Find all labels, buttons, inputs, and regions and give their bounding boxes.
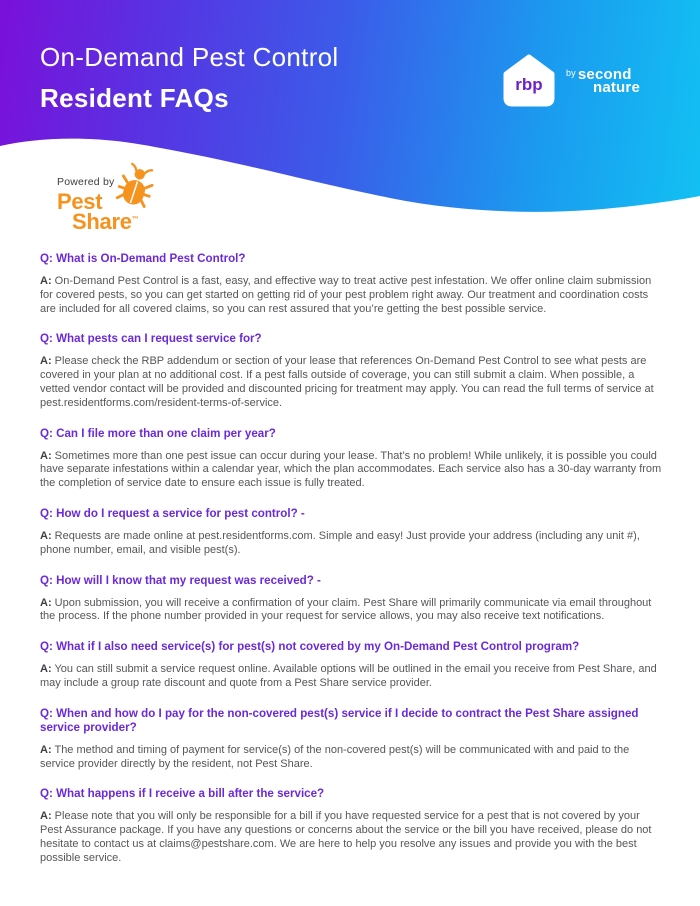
faq-question: Q: When and how do I pay for the non-covered pest(s) service if I decide to contract the Pest Share assigned service provider? [40,706,639,734]
answer-label: A: [40,355,52,368]
faq-item [40,707,662,772]
faq-question: Q: What if I also need service(s) for pest(s) not covered by my On-Demand Pest Control program? [40,640,580,654]
faq-answer: A: You can still submit a service request online. Available options will be outlined in the email you receive from Pest Share, and may include a group rate discount and quote from a Pest Share service provider. [40,663,657,689]
faq-question: Q: What pests can I request service for? [40,332,262,346]
pest-label: Pest [57,189,103,214]
second-nature-wordmark [566,68,640,94]
faq-item [40,252,662,316]
trademark-symbol: ™ [131,216,139,223]
faq-answer: A: Requests are made online at pest.residentforms.com. Simple and easy! Just provide your address (including any unit #), phone number, email, and visible pest(s). [40,529,640,556]
faq-answer: A: Sometimes more than one pest issue can occur during your lease. That’s no problem! While unlikely, it is possible you could have separate infestations within a calendar year, which the plan accommodates. Each service also has a 30-day warranty from the completion of service date to ensure each issue is fully treated. [40,449,662,490]
answer-label: A: [40,529,52,542]
second-label: second [577,66,632,83]
page-subtitle: Resident FAQs [40,83,229,113]
rbp-second-nature-logo [501,52,640,110]
share-label: Share™ [72,209,139,234]
faq-item [40,507,662,558]
answer-label: A: [40,743,52,756]
faq-question: Q: What happens if I receive a bill after the service? [40,787,325,801]
faq-item [40,574,662,625]
faq-answer: A: The method and timing of payment for service(s) of the non-covered pest(s) will be communicated with and paid to the service provider directly by the resident, not Pest Share. [40,743,630,770]
faq-item [40,427,662,491]
faq-item [40,640,662,691]
faq-question: Q: How do I request a service for pest control? - [40,506,305,520]
answer-label: A: [40,810,52,823]
page-title-block [40,42,339,114]
rbp-logo-text: rbp [515,75,543,94]
faq-item [40,787,662,865]
answer-label: A: [40,596,52,609]
faq-answer: A: On-Demand Pest Control is a fast, easy, and effective way to treat active pest infestation. We offer online claim submission for covered pests, so you can get started on getting rid of your pest problem right away. Our treatment and coordination costs are included for all covered claims, so you can rest assured that you’re getting the best possible service. [40,275,652,315]
page-title: On-Demand Pest Control [40,42,339,72]
nature-label: nature [592,79,640,96]
by-label: by [565,68,576,78]
header-banner [0,0,700,245]
answer-label: A: [40,275,52,287]
faq-list [0,245,700,866]
faq-item [40,332,662,410]
faq-answer: A: Please check the RBP addendum or section of your lease that references On-Demand Pest Control to see what pests are covered in your plan at no additional cost. If a pest falls outside of coverage, you can still submit a claim. When possible, a vetted vendor contact will be provided and discounted pricing for treatment may apply. You can read the full terms of service at pest.residentforms.com/resident-terms-of-service. [40,355,654,409]
rbp-house-badge-icon [501,52,557,110]
faq-question: Q: How will I know that my request was received? - [40,573,321,587]
answer-label: A: [40,663,52,676]
answer-label: A: [40,449,52,462]
powered-by-label: Powered by [57,176,115,188]
faq-question: Q: Can I file more than one claim per year? [40,426,276,440]
faq-answer: A: Please note that you will only be responsible for a bill if you have requested service for a pest that is not covered by your Pest Assurance package. If you have any questions or concerns about the service or the bill you have received, please do not hesitate to contact us at claims@pestshare.com. We are here to help you resolve any issues and provide you with the best possible service. [40,810,652,864]
pest-share-logo [57,176,227,242]
faq-answer: A: Upon submission, you will receive a confirmation of your claim. Pest Share will primarily communicate via email throughout the process. If the phone number provided in your request for service allows, you may also receive text notifications. [40,596,652,623]
faq-question: Q: What is On-Demand Pest Control? [40,252,246,265]
